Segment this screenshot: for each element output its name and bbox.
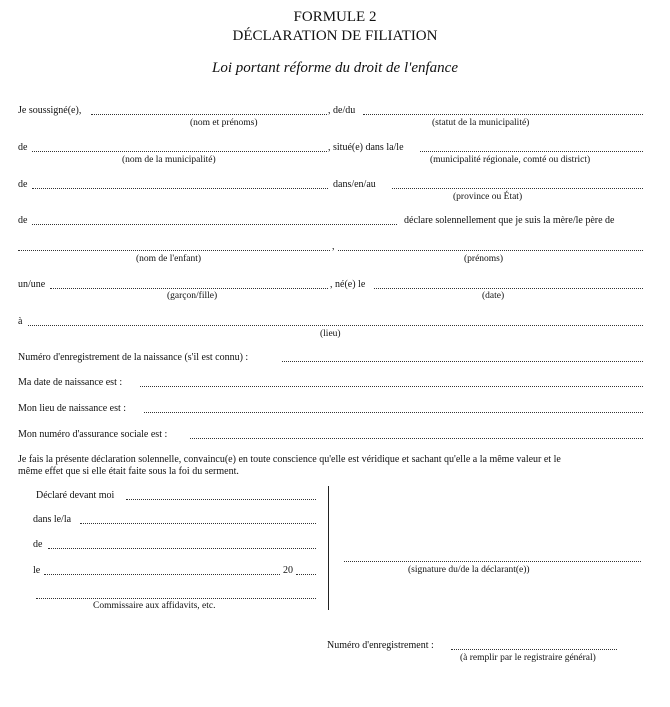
birth-place-field[interactable] (28, 325, 643, 326)
declarant-origin-label: de (18, 215, 28, 226)
declarant-signature-field[interactable] (344, 561, 641, 562)
gender-caption: (garçon/fille) (167, 291, 218, 301)
my-birth-date-label: Ma date de naissance est : (18, 377, 123, 388)
child-given-names-field[interactable] (338, 250, 643, 251)
solemn-declaration-paragraph (18, 454, 561, 478)
registration-caption: (à remplir par le registraire général) (460, 653, 596, 663)
registration-number-label: Numéro d'enregistrement : (327, 640, 434, 651)
declaration-line-1: Je fais la présente déclaration solennelle, convaincu(e) en toute conscience qu'elle est véridique et sachant qu'elle a la même valeur et le (18, 454, 561, 465)
date-field[interactable] (44, 574, 280, 575)
birth-registration-label: Numéro d'enregistrement de la naissance (s'il est connu) : (18, 352, 249, 363)
province-state-field[interactable] (392, 188, 643, 189)
of-field[interactable] (48, 548, 316, 549)
year-field[interactable] (296, 574, 316, 575)
form-number-title: FORMULE 2 (293, 9, 377, 25)
year-prefix: 20 (283, 565, 293, 576)
my-sin-field[interactable] (190, 438, 643, 439)
municipality-status-field[interactable] (363, 114, 643, 115)
region-label: de (18, 179, 28, 190)
comma-separator: , (332, 241, 335, 252)
province-prefix-label: dans/en/au (333, 179, 376, 190)
form-subtitle: Loi portant réforme du droit de l'enfance (212, 60, 458, 76)
declared-before-field[interactable] (126, 499, 316, 500)
in-label: dans le/la (33, 514, 72, 525)
birth-date-field[interactable] (374, 288, 643, 289)
region-county-field[interactable] (420, 151, 643, 152)
my-sin-label: Mon numéro d'assurance sociale est : (18, 429, 168, 440)
child-surname-field[interactable] (18, 250, 330, 251)
section-divider (328, 486, 329, 610)
municipality-name-field[interactable] (32, 151, 327, 152)
region-county-caption: (municipalité régionale, comté ou district) (430, 155, 591, 165)
municipality-status-caption: (statut de la municipalité) (432, 118, 530, 128)
commissioner-caption: Commissaire aux affidavits, etc. (93, 601, 216, 611)
on-label: le (33, 565, 41, 576)
declared-before-label: Déclaré devant moi (36, 490, 115, 501)
my-birth-date-field[interactable] (140, 386, 643, 387)
municipality-label: de (18, 142, 28, 153)
gender-field[interactable] (50, 288, 328, 289)
child-surname-caption: (nom de l'enfant) (136, 254, 202, 264)
province-state-caption: (province ou État) (453, 192, 523, 202)
declarant-signature-caption: (signature du/de la déclarant(e)) (408, 565, 530, 575)
commissioner-signature-field[interactable] (36, 598, 316, 599)
of-label: de (33, 539, 43, 550)
my-birth-place-label: Mon lieu de naissance est : (18, 403, 127, 414)
located-in-label: , situé(e) dans la/le (328, 142, 404, 153)
in-field[interactable] (80, 523, 316, 524)
form-title: DÉCLARATION DE FILIATION (232, 28, 438, 44)
my-birth-place-field[interactable] (144, 412, 643, 413)
birth-registration-field[interactable] (282, 361, 643, 362)
gender-label: un/une (18, 279, 46, 290)
region-field[interactable] (32, 188, 328, 189)
child-given-names-caption: (prénoms) (464, 254, 504, 264)
birth-place-prefix-label: à (18, 316, 23, 327)
municipality-name-caption: (nom de la municipalité) (122, 155, 216, 165)
born-on-label: , né(e) le (330, 279, 366, 290)
declarant-name-field[interactable] (91, 114, 327, 115)
declarant-name-caption: (nom et prénoms) (190, 118, 258, 128)
declarant-origin-field[interactable] (32, 224, 397, 225)
birth-place-caption: (lieu) (320, 329, 341, 339)
solemn-declaration-text: déclare solennellement que je suis la mère/le père de (404, 215, 615, 226)
declarant-name-label: Je soussigné(e), (18, 105, 82, 116)
municipality-status-label: , de/du (328, 105, 356, 116)
birth-date-caption: (date) (482, 291, 505, 301)
registration-number-field[interactable] (451, 649, 617, 650)
declaration-line-2: même effet que si elle était faite sous la foi du serment. (18, 466, 239, 477)
